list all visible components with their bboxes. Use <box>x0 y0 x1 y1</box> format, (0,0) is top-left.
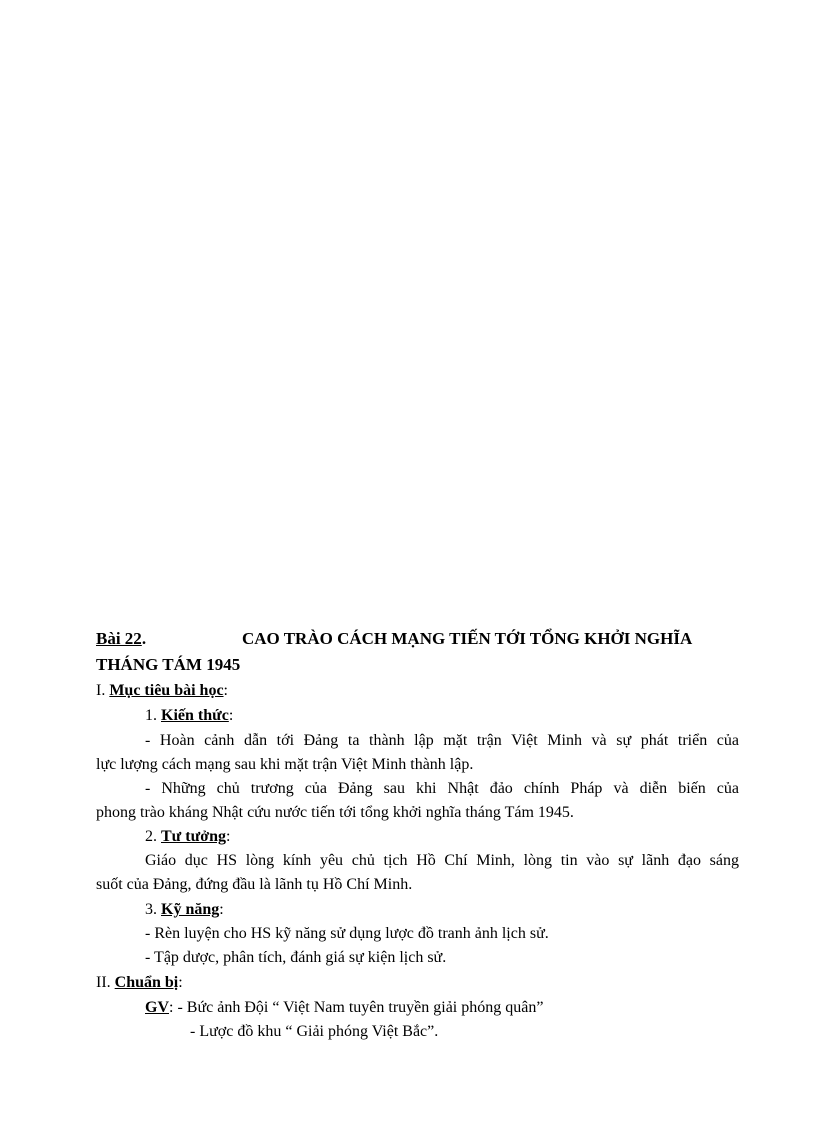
ideology-heading: 2. Tư tưởng: <box>145 828 231 845</box>
teacher-line-1: GV: - Bức ảnh Đội “ Việt Nam tuyên truyền giải phóng quân” <box>145 999 544 1016</box>
section-2-title: Chuẩn bị <box>114 974 179 991</box>
ideology-p1-line1: Giáo dục HS lòng kính yêu chủ tịch Hồ Chí Minh, lòng tin vào sự lãnh đạo sáng <box>145 852 739 869</box>
section-2-numeral: II. <box>96 974 111 991</box>
skills-heading: 3. Kỹ năng: <box>145 901 224 918</box>
teacher-item-1: - Bức ảnh Đội “ Việt Nam tuyên truyền giải phóng quân” <box>177 999 544 1016</box>
skills-item-1: - Rèn luyện cho HS kỹ năng sử dụng lược đồ tranh ảnh lịch sử. <box>145 925 549 942</box>
knowledge-p1-line1: - Hoàn cảnh dẫn tới Đảng ta thành lập mặt trận Việt Minh và sự phát triển của <box>145 732 739 749</box>
lesson-number: Bài 22 <box>96 629 142 648</box>
lesson-title-line-2: THÁNG TÁM 1945 <box>96 655 241 674</box>
ideology-p1-line2: suốt của Đảng, đứng đầu là lãnh tụ Hồ Chí Minh. <box>96 876 413 893</box>
ideology-title: Tư tưởng <box>161 828 226 845</box>
knowledge-heading: 1. Kiến thức: <box>145 707 234 724</box>
knowledge-p2-line1: - Những chủ trương của Đảng sau khi Nhật đảo chính Pháp và diễn biến của <box>145 780 739 797</box>
section-1-title: Mục tiêu bài học <box>109 682 224 699</box>
knowledge-title: Kiến thức <box>161 707 229 724</box>
knowledge-p2-line2: phong trào kháng Nhật cứu nước tiến tới tổng khởi nghĩa tháng Tám 1945. <box>96 804 574 821</box>
knowledge-p1-line2: lực lượng cách mạng sau khi mặt trận Việt Minh thành lập. <box>96 756 474 773</box>
lesson-title: CAO TRÀO CÁCH MẠNG TIẾN TỚI TỔNG KHỞI NGHĨA <box>242 629 693 648</box>
skills-title: Kỹ năng <box>161 901 220 918</box>
lesson-title-line-1 <box>96 627 739 651</box>
section-1-heading: I. Mục tiêu bài học: <box>96 682 228 699</box>
teacher-item-2: - Lược đồ khu “ Giải phóng Việt Bắc”. <box>190 1023 439 1040</box>
section-2-heading: II. Chuẩn bị: <box>96 974 183 991</box>
section-1-numeral: I. <box>96 682 106 699</box>
skills-item-2: - Tập dược, phân tích, đánh giá sự kiện lịch sử. <box>145 949 447 966</box>
teacher-label: GV <box>145 999 169 1016</box>
lesson-number-dot: . <box>141 629 147 648</box>
